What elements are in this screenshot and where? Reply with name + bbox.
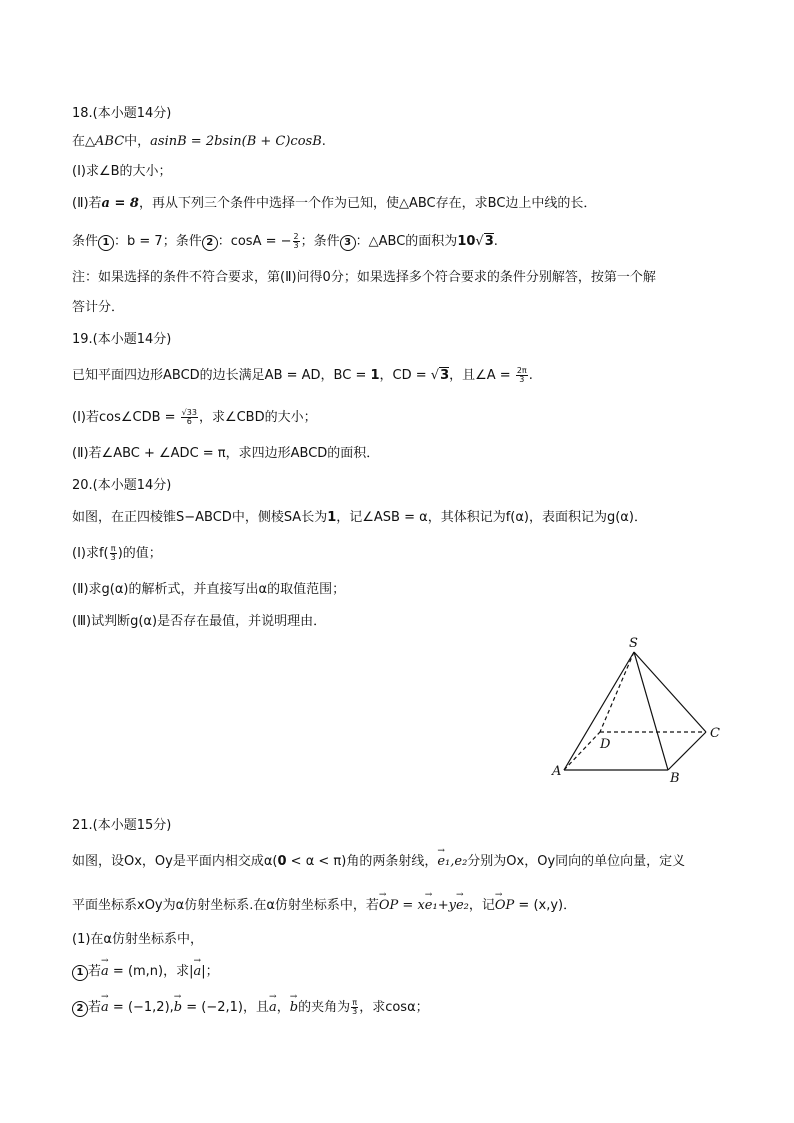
q21-stem-line1 xyxy=(72,852,685,872)
q18-cond3-rad: 3 xyxy=(484,234,494,249)
circled-1-icon: 1 xyxy=(98,235,114,251)
q21-stem2-b: = x xyxy=(398,898,425,913)
q18-stem-end: . xyxy=(321,134,326,149)
edge-SC xyxy=(634,652,706,732)
q18-p2-a: (Ⅱ)若 xyxy=(72,196,102,211)
q21-stem-line2 xyxy=(72,896,576,916)
q18-stem-eq: asinB = 2bsin(B + C)cosB xyxy=(150,134,322,149)
q19-stem-end: . xyxy=(528,368,533,383)
q21-sub1 xyxy=(72,962,219,982)
q20-part3: (Ⅲ)试判断g(α)是否存在最值，并说明理由． xyxy=(72,614,327,629)
q21-stem2-c: +y xyxy=(437,898,456,913)
q21-stem2-e2: → e₂ xyxy=(456,896,469,916)
q19-stem-c: ，且∠A = xyxy=(449,368,515,383)
q21-stem1-zero: 0 xyxy=(277,854,287,869)
label-A: A xyxy=(552,764,562,779)
q21-sub2 xyxy=(72,998,429,1018)
q21-stem2-e1: → e₁ xyxy=(425,896,438,916)
q21-s2-vec-a2: → a xyxy=(269,998,277,1018)
q21-s2-vec-b2: → b xyxy=(290,998,298,1018)
q18-stem-mid: 中， xyxy=(124,134,151,149)
q21-s1-b: = (m,n)，求| xyxy=(108,964,194,979)
q20-p1-a: (Ⅰ)求f( xyxy=(72,546,109,561)
q18-cond1-label: 条件 xyxy=(72,234,99,249)
q20-stem-a: 如图，在正四棱锥S−ABCD中，侧棱SA长为 xyxy=(72,510,328,525)
q18-header: 18.(本小题14分) xyxy=(72,106,172,121)
q21-stem2-d: ，记 xyxy=(468,898,495,913)
q20-p1-b: )的值； xyxy=(117,546,162,561)
q21-s1-vec: → a xyxy=(101,962,109,982)
q18-cond2-val: ：cosA = − xyxy=(217,234,292,249)
q21-stem2-a: 平面坐标系xOy为α仿射坐标系.在α仿射坐标系中，若 xyxy=(72,898,379,913)
q19-p1-frac: $\frac{√33}{6}$ xyxy=(181,408,197,426)
q19-stem-rad: 3 xyxy=(440,368,450,383)
q21-s2-vec-a: → a xyxy=(101,998,109,1018)
q20-header: 20.(本小题14分) xyxy=(72,478,172,493)
q19-part2: (Ⅱ)若∠ABC + ∠ADC = π，求四边形ABCD的面积． xyxy=(72,446,380,461)
q18-conditions xyxy=(72,232,498,252)
sqrt-icon: √ xyxy=(430,368,440,383)
q19-p1-b: ，求∠CBD的大小； xyxy=(198,410,317,425)
edge-SB xyxy=(634,652,668,770)
q21-s2-frac: $\frac{\pi}{3}$ xyxy=(352,998,358,1016)
q18-stem-prefix: 在 xyxy=(72,134,86,149)
q18-stem-tri: △ABC xyxy=(85,134,125,149)
q18-cond3-coef: 10 xyxy=(457,234,476,249)
pyramid-figure xyxy=(540,630,740,790)
q20-part2: (Ⅱ)求g(α)的解析式，并直接写出α的取值范围； xyxy=(72,582,346,597)
q19-stem-b: ，CD = xyxy=(379,368,431,383)
q18-cond1-val: ：b = 7；条件 xyxy=(114,234,202,249)
label-S: S xyxy=(629,636,638,651)
q21-header: 21.(本小题15分) xyxy=(72,818,172,833)
edge-AD xyxy=(564,732,600,770)
q21-s1-a: 若 xyxy=(88,964,102,979)
q20-part1 xyxy=(72,544,162,564)
q20-p1-frac: $\frac{\pi}{3}$ xyxy=(110,544,116,562)
q19-header: 19.(本小题14分) xyxy=(72,332,172,347)
q21-stem2-e: = (x,y)． xyxy=(514,898,577,913)
edge-SD xyxy=(600,652,634,732)
q18-note-line2: 答计分． xyxy=(72,300,125,315)
q21-s2-d: ， xyxy=(276,1000,290,1015)
q18-p2-b: ，再从下列三个条件中选择一个作为已知，使△ABC存在，求BC边上中线的长． xyxy=(138,196,597,211)
q20-stem-one: 1 xyxy=(327,510,337,525)
q21-stem1-b: < α < π)角的两条射线， xyxy=(286,854,438,869)
q19-stem-a: 已知平面四边形ABCD的边长满足AB = AD，BC = xyxy=(72,368,371,383)
label-B: B xyxy=(670,771,680,786)
q18-cond3-end: . xyxy=(493,234,498,249)
q21-s2-b: = (−1,2), xyxy=(108,1000,174,1015)
circled-3-icon: 3 xyxy=(340,235,356,251)
q20-stem xyxy=(72,508,647,528)
q21-stem1-c: 分别为Ox，Oy同向的单位向量，定义 xyxy=(467,854,686,869)
q21-s2-c: = (−2,1)，且 xyxy=(182,1000,269,1015)
q21-stem2-op: → OP xyxy=(379,896,398,916)
q18-cond2-frac: $\frac{2}{3}$ xyxy=(293,232,299,250)
q21-s2-vec-b: → b xyxy=(174,998,182,1018)
q18-cond3-val: ：△ABC的面积为 xyxy=(355,234,458,249)
q21-stem2-op2: → OP xyxy=(495,896,514,916)
sqrt-icon: √ xyxy=(475,234,484,249)
q21-part1: (1)在α仿射坐标系中， xyxy=(72,932,203,947)
label-C: C xyxy=(710,726,720,741)
q18-p2-eq: a = 8 xyxy=(101,196,139,211)
q21-stem1-vecs: → e₁,e₂ xyxy=(437,852,467,872)
q19-stem-bc: 1 xyxy=(370,368,380,383)
circled-1-icon: 1 xyxy=(72,965,88,981)
q20-stem-b: ，记∠ASB = α，其体积记为f(α)，表面积记为g(α)． xyxy=(336,510,647,525)
q21-s2-f: ，求cosα； xyxy=(359,1000,429,1015)
edge-SA xyxy=(564,652,634,770)
q21-s2-e: 的夹角为 xyxy=(298,1000,351,1015)
q21-s1-c: |； xyxy=(201,964,219,979)
q19-part1 xyxy=(72,408,317,428)
edge-BC xyxy=(668,732,706,770)
q18-note-line1: 注：如果选择的条件不符合要求，第(Ⅱ)问得0分；如果选择多个符合要求的条件分别解答，按第一个解 xyxy=(72,270,656,285)
q18-stem xyxy=(72,132,326,152)
circled-2-icon: 2 xyxy=(72,1001,88,1017)
q21-s1-vec2: → a xyxy=(194,962,202,982)
q19-stem xyxy=(72,366,533,386)
q18-part2 xyxy=(72,194,596,214)
circled-2-icon: 2 xyxy=(202,235,218,251)
label-D: D xyxy=(600,737,611,752)
q18-cond3-pre: ；条件 xyxy=(300,234,340,249)
q19-stem-frac: $\frac{2\pi}{3}$ xyxy=(516,366,527,384)
q21-stem1-a: 如图，设Ox，Oy是平面内相交成α( xyxy=(72,854,278,869)
q21-s2-a: 若 xyxy=(88,1000,102,1015)
q18-part1: (Ⅰ)求∠B的大小； xyxy=(72,164,172,179)
q19-p1-a: (Ⅰ)若cos∠CDB = xyxy=(72,410,180,425)
